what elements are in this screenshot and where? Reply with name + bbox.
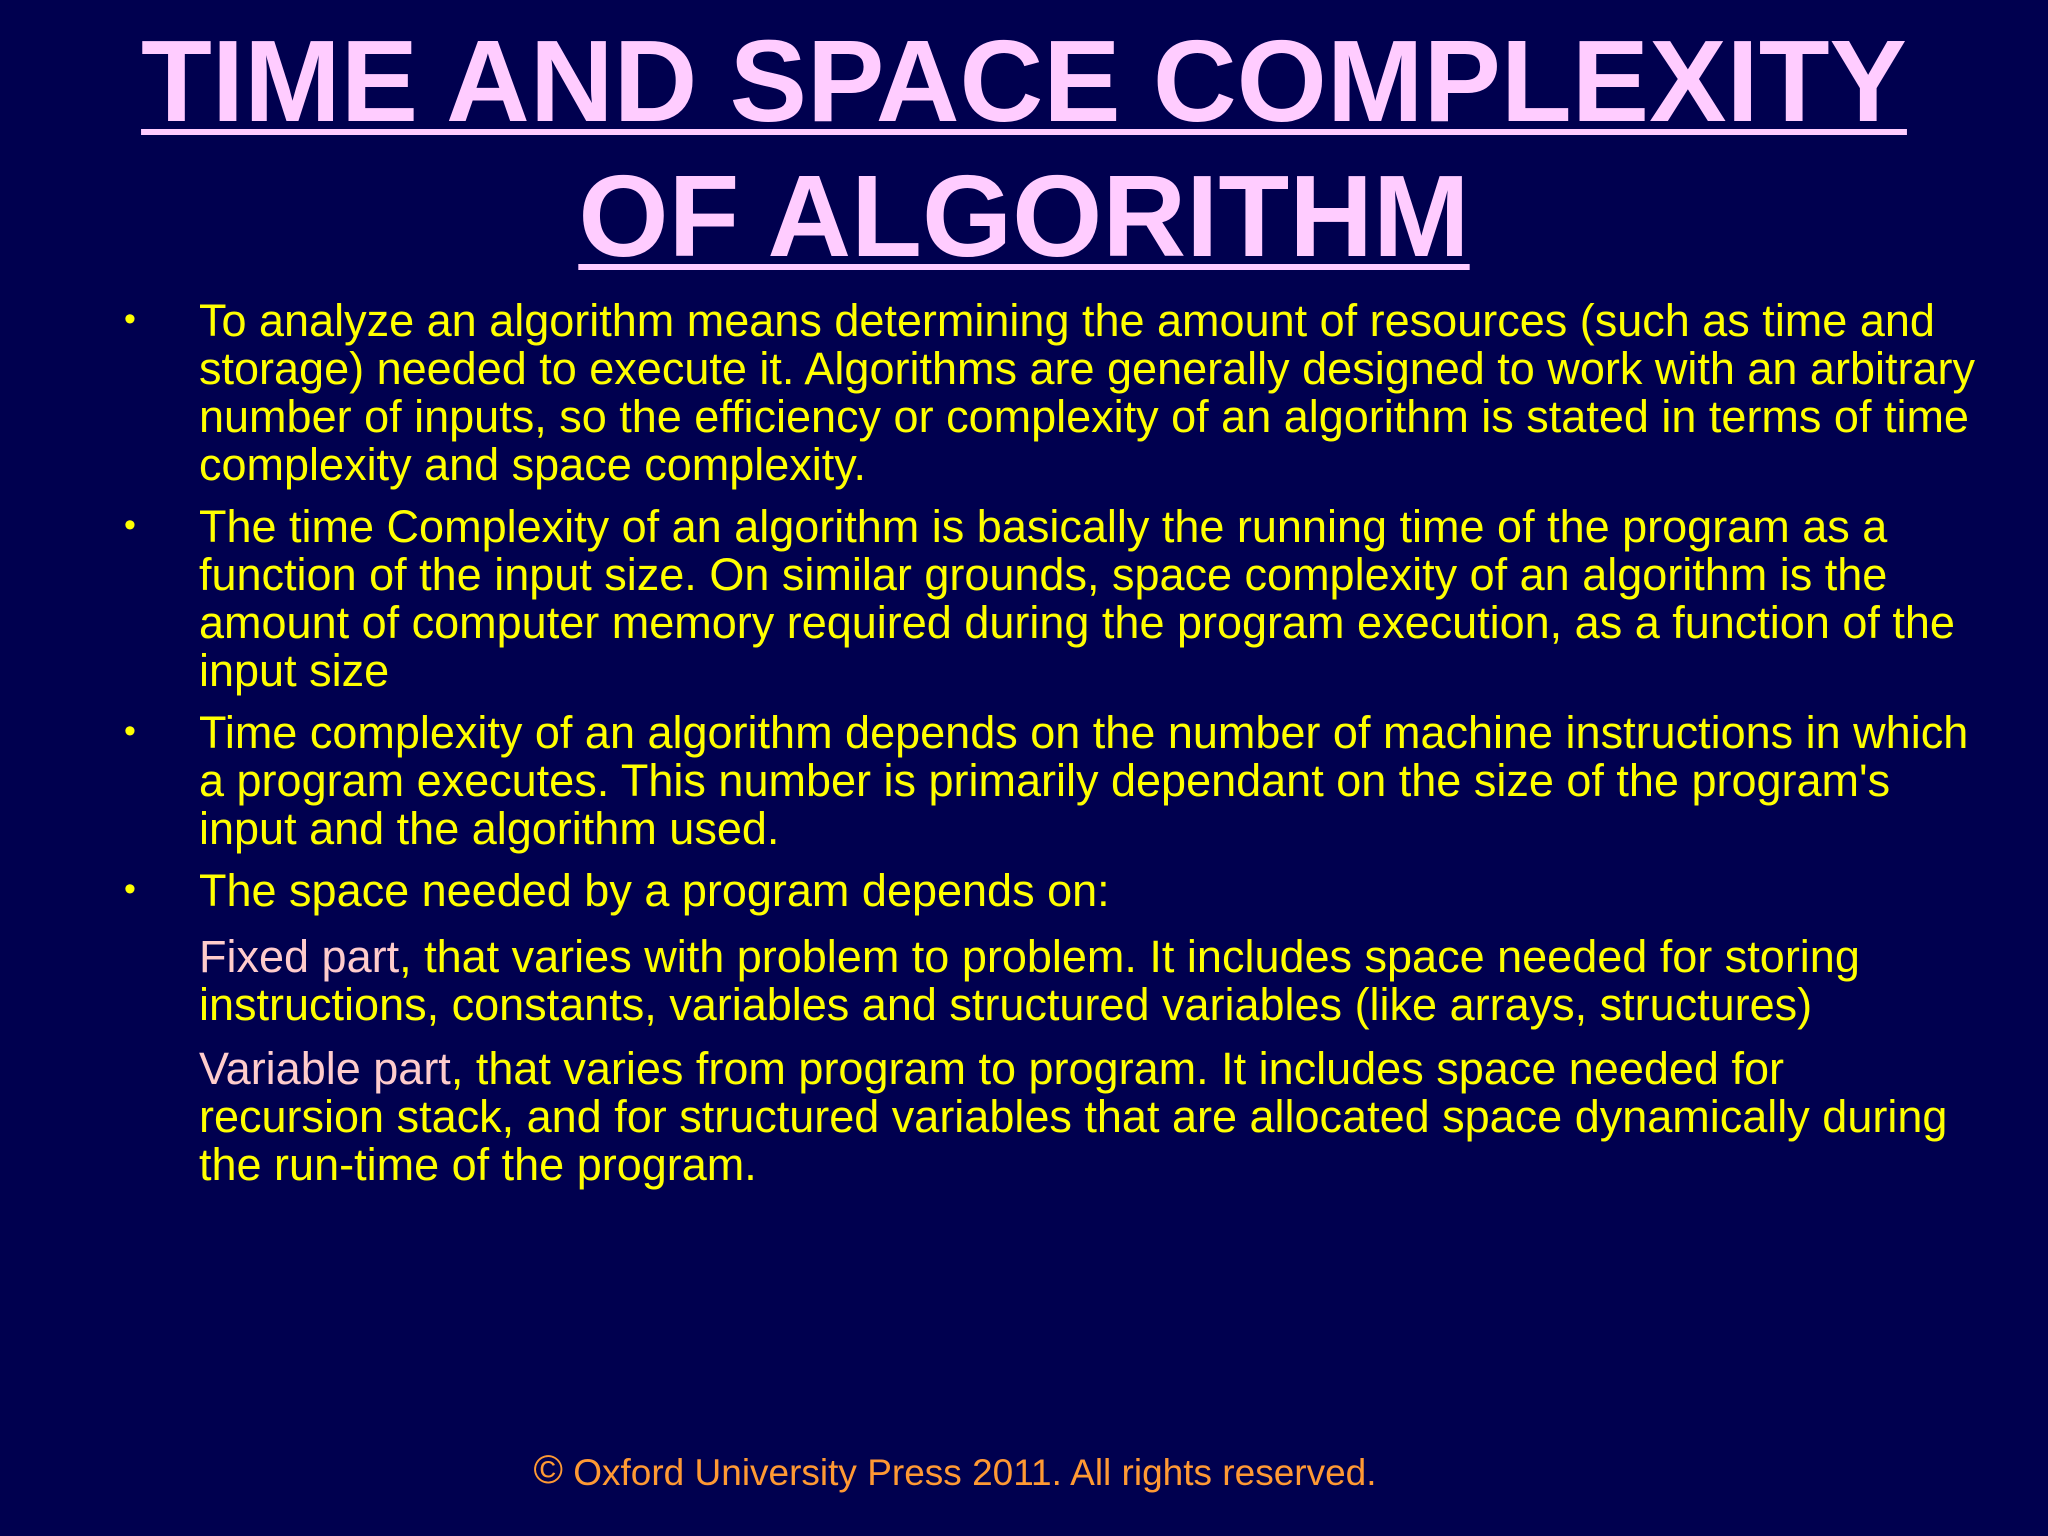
copyright-footer [0,1448,1910,1495]
copyright-text: Oxford University Press 2011. All rights reserved. [562,1452,1377,1493]
sub-item-text: , that varies with problem to problem. It includes space needed for storing instructions, constants, variables and structured variables (like arrays, structures) [199,931,1860,1030]
bullet-item [120,709,1980,853]
copyright-icon: © [533,1448,563,1492]
sub-item-variable-part [120,1045,1980,1189]
slide-title-line-1: TIME AND SPACE COMPLEXITY [141,16,1907,146]
bullet-marker: • [124,300,136,338]
bullet-text: Time complexity of an algorithm depends on the number of machine instructions in which a program executes. This number is primarily dependant on the size of the program's input and the algorithm used. [199,707,1969,854]
sub-item-fixed-part [120,933,1980,1029]
slide-title-line-2: OF ALGORITHM [578,151,1470,281]
term-variable-part: Variable part [199,1043,451,1094]
bullet-item [120,297,1980,489]
bullet-text: The space needed by a program depends on: [199,865,1110,916]
term-fixed-part: Fixed part [199,931,400,982]
sub-item-text: , that varies from program to program. It includes space needed for recursion stack, and for structured variables that are allocated space dynamically during the run-time of the program. [199,1043,1948,1190]
bullet-marker: • [124,712,136,750]
bullet-text: The time Complexity of an algorithm is basically the running time of the program as a function of the input size. On similar grounds, space complexity of an algorithm is the amount of computer memory required during the program execution, as a function of the input size [199,501,1955,696]
bullet-text: To analyze an algorithm means determining the amount of resources (such as time and storage) needed to execute it. Algorithms are generally designed to work with an arbitrary number of inputs, so the efficiency or complexity of an algorithm is stated in terms of time complexity and space complexity. [199,295,1975,490]
slide-title [0,14,2048,284]
bullet-marker: • [124,870,136,908]
slide-body [120,297,1980,1203]
bullet-item [120,503,1980,695]
bullet-marker: • [124,506,136,544]
bullet-item [120,867,1980,915]
